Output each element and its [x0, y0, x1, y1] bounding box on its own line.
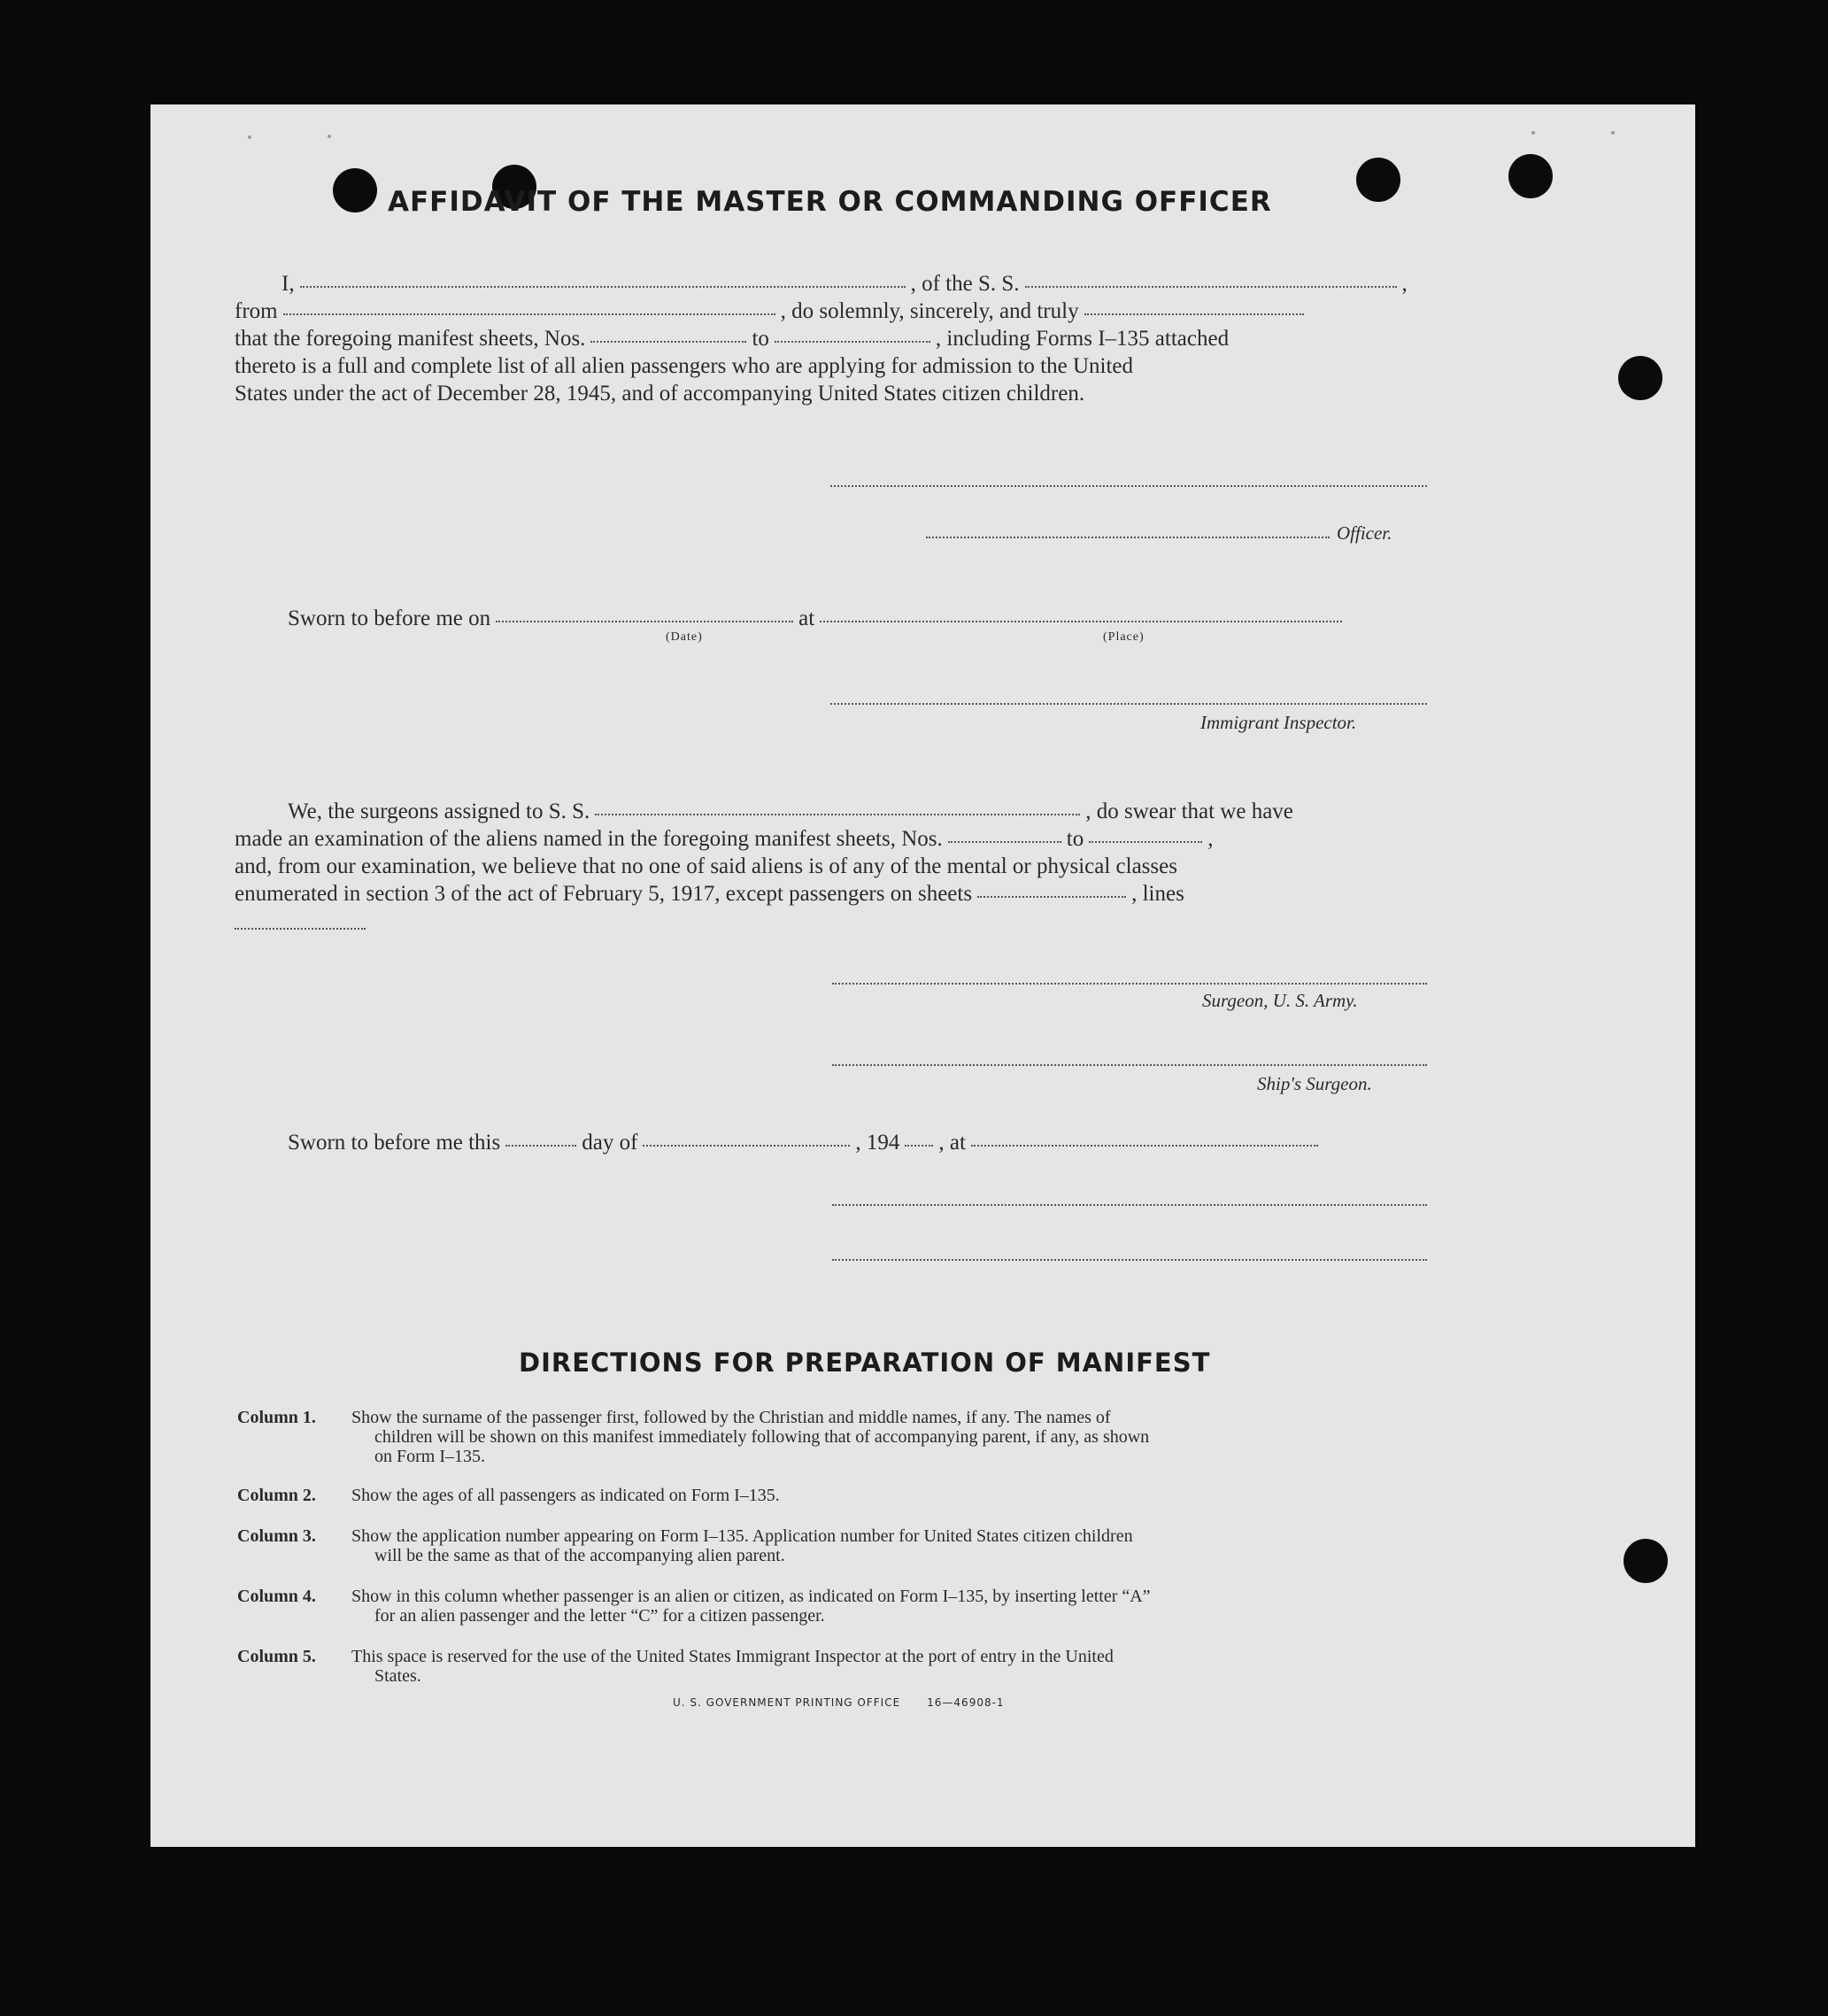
- from-field[interactable]: [283, 313, 775, 315]
- officer-label: Officer.: [1337, 522, 1392, 544]
- surgeons-line-2: made an examination of the aliens named in the foregoing manifest sheets, Nos. to ,: [235, 827, 1214, 851]
- sworn-line-1: Sworn to before me on at: [288, 607, 1347, 630]
- punch-hole: [333, 168, 377, 212]
- sworn-place-field[interactable]: [971, 1145, 1318, 1147]
- direction-column-5: Column 5. This space is reserved for the use of the United States Immigrant Inspector at the port of entry in the United States.: [237, 1647, 1114, 1686]
- ship-surgeon-label: Ship's Surgeon.: [1257, 1073, 1372, 1094]
- master-line-2: from , do solemnly, sincerely, and truly: [235, 300, 1309, 322]
- master-line-1: I, , of the S. S. ,: [282, 272, 1408, 296]
- truly-field[interactable]: [1084, 313, 1304, 315]
- master-line-4: thereto is a full and complete list of all alien passengers who are applying for admission to the United: [235, 354, 1134, 378]
- place-field[interactable]: [820, 621, 1342, 622]
- place-caption: (Place): [1103, 630, 1145, 644]
- ship-surgeon-signature-line[interactable]: [832, 1064, 1427, 1066]
- ship-field[interactable]: [1025, 286, 1397, 288]
- date-caption: (Date): [666, 630, 703, 644]
- form-title: AFFIDAVIT OF THE MASTER OR COMMANDING OFFICER: [388, 186, 1272, 218]
- surgeons-line-3: and, from our examination, we believe that no one of said aliens is of any of the mental or physical classes: [235, 854, 1177, 878]
- punch-hole: [1508, 154, 1553, 198]
- examiner-title-line[interactable]: [832, 1259, 1427, 1261]
- punch-hole: [1618, 356, 1662, 400]
- month-field[interactable]: [643, 1145, 850, 1147]
- inspector-label: Immigrant Inspector.: [1200, 712, 1357, 733]
- date-field[interactable]: [496, 621, 793, 622]
- punch-hole: [1356, 158, 1400, 202]
- year-field[interactable]: [905, 1145, 933, 1147]
- examiner-signature-line[interactable]: [832, 1204, 1427, 1206]
- master-line-3: that the foregoing manifest sheets, Nos. to , including Forms I–135 attached: [235, 327, 1230, 351]
- name-field[interactable]: [300, 286, 906, 288]
- day-field[interactable]: [505, 1145, 576, 1147]
- lines-field[interactable]: [235, 928, 366, 930]
- punch-hole: [1624, 1539, 1668, 1583]
- surgeons-line-4: enumerated in section 3 of the act of February 5, 1917, except passengers on sheets , lines: [235, 882, 1184, 906]
- army-surgeon-signature-line[interactable]: [832, 983, 1427, 985]
- master-line-5: States under the act of December 28, 1945, and of accompanying United States citizen children.: [235, 382, 1085, 406]
- master-signature-line[interactable]: [830, 485, 1427, 487]
- direction-column-3: Column 3. Show the application number appearing on Form I–135. Application number for United States citizen children will be the same as that of the accompanying alien parent.: [237, 1526, 1133, 1565]
- directions-title: DIRECTIONS FOR PREPARATION OF MANIFEST: [519, 1348, 1211, 1378]
- surgeons-line-1: We, the surgeons assigned to S. S. , do swear that we have: [288, 799, 1293, 823]
- direction-column-4: Column 4. Show in this column whether passenger is an alien or citizen, as indicated on Form I–135, by inserting letter “A” for an alien passenger and the letter “C” for a citizen passenger.: [237, 1587, 1151, 1626]
- sheet-from-field[interactable]: [590, 341, 746, 343]
- inspector-signature-line[interactable]: [830, 703, 1427, 705]
- form-page: [150, 104, 1695, 1847]
- surgeon-sheet-to-field[interactable]: [1089, 841, 1202, 843]
- except-sheets-field[interactable]: [977, 896, 1126, 898]
- surgeon-ship-field[interactable]: [595, 814, 1080, 815]
- direction-column-1: Column 1. Show the surname of the passenger first, followed by the Christian and middle names, if any. The names of children will be shown on this manifest immediately following that of accompanying parent, if any, as shown on Form I–135.: [237, 1408, 1150, 1466]
- sheet-to-field[interactable]: [775, 341, 930, 343]
- sworn-line-2: Sworn to before me this day of , 194 , at: [288, 1132, 1323, 1154]
- direction-column-2: Column 2. Show the ages of all passengers as indicated on Form I–135.: [237, 1486, 780, 1505]
- officer-signature-line[interactable]: [926, 537, 1330, 538]
- army-surgeon-label: Surgeon, U. S. Army.: [1202, 990, 1358, 1011]
- printer-imprint: U. S. GOVERNMENT PRINTING OFFICE 16—46908-1: [673, 1696, 1005, 1709]
- surgeon-sheet-from-field[interactable]: [948, 841, 1061, 843]
